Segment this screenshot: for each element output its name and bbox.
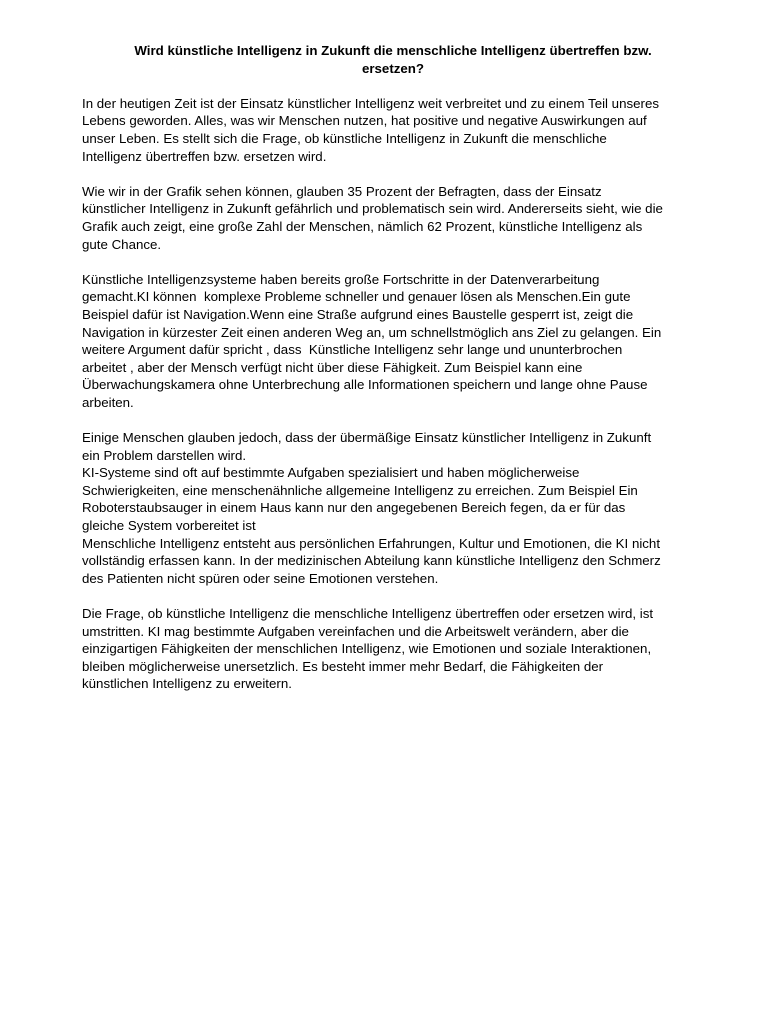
paragraph-conclusion xyxy=(82,605,704,693)
text-line: künstlichen Intelligenz zu erweitern. xyxy=(82,676,292,692)
title-line: ersetzen? xyxy=(361,60,425,76)
text-line: umstritten. KI mag bestimmte Aufgaben vereinfachen und die Arbeitswelt verändern, aber die xyxy=(82,623,629,639)
text-line: arbeiten. xyxy=(82,394,134,410)
text-line: Die Frage, ob künstliche Intelligenz die menschliche Intelligenz übertreffen oder ersetzen wird, ist xyxy=(82,606,654,621)
text-line: gemacht.KI können komplexe Probleme schneller und genauer lösen als Menschen.Ein gute xyxy=(82,289,631,305)
text-line: In der heutigen Zeit ist der Einsatz künstlicher Intelligenz weit verbreitet und zu einem Teil unseres xyxy=(82,95,659,111)
text-line: des Patienten nicht spüren oder seine Emotionen verstehen. xyxy=(82,570,439,586)
text-line: Einige Menschen glauben jedoch, dass der übermäßige Einsatz künstlicher Intelligenz in Zukunft xyxy=(82,430,652,446)
paragraph-graphic-survey xyxy=(82,183,704,253)
text-line: Grafik auch zeigt, eine große Zahl der Menschen, nämlich 62 Prozent, künstliche Intelligenz als xyxy=(82,218,643,234)
document-title xyxy=(82,42,704,77)
text-line: künstlicher Intelligenz in Zukunft gefährlich und problematisch sein wird. Andererseits sieht, wie die xyxy=(82,201,663,217)
text-line: Menschliche Intelligenz entsteht aus persönlichen Erfahrungen, Kultur und Emotionen, die KI nicht xyxy=(82,535,661,551)
paragraph-concerns xyxy=(82,429,704,587)
text-line: vollständig erfassen kann. In der medizinischen Abteilung kann künstliche Intelligenz den Schmerz xyxy=(82,553,661,569)
text-line: ein Problem darstellen wird. xyxy=(82,447,247,463)
text-line: KI-Systeme sind oft auf bestimmte Aufgaben spezialisiert und haben möglicherweise xyxy=(82,465,580,481)
text-line: Wie wir in der Grafik sehen können, glauben 35 Prozent der Befragten, dass der Einsatz xyxy=(82,183,602,199)
text-line: Beispiel dafür ist Navigation.Wenn eine Straße aufgrund eines Baustelle gesperrt ist, zeigt die xyxy=(82,306,634,322)
text-line: einzigartigen Fähigkeiten der menschlichen Intelligenz, wie Emotionen und soziale Interaktionen, xyxy=(82,641,652,657)
text-line: Intelligenz übertreffen bzw. ersetzen wird. xyxy=(82,148,327,164)
text-line: weitere Argument dafür spricht , dass Künstliche Intelligenz sehr lange und ununterbrochen xyxy=(82,342,623,358)
text-line: gleiche System vorbereitet ist xyxy=(82,518,256,534)
text-line: arbeitet , aber der Mensch verfügt nicht über diese Fähigkeit. Zum Beispiel kann eine xyxy=(82,359,583,375)
text-line: unser Leben. Es stellt sich die Frage, ob künstliche Intelligenz in Zukunft die menschliche xyxy=(82,130,607,146)
paragraph-advantages xyxy=(82,271,704,412)
text-line: gute Chance. xyxy=(82,236,162,252)
document-body xyxy=(82,42,704,711)
text-line: Überwachungskamera ohne Unterbrechung alle Informationen speichern und lange ohne Pause xyxy=(82,377,648,393)
text-line: bleiben möglicherweise unersetzlich. Es besteht immer mehr Bedarf, die Fähigkeiten der xyxy=(82,658,604,674)
text-line: Lebens geworden. Alles, was wir Menschen nutzen, hat positive und negative Auswirkungen auf xyxy=(82,113,647,129)
text-line: Künstliche Intelligenzsysteme haben bereits große Fortschritte in der Datenverarbeitung xyxy=(82,271,600,287)
text-line: Navigation in kürzester Zeit einen anderen Weg an, um schnellstmöglich ans Ziel zu gelangen. Ein xyxy=(82,324,662,340)
text-line: Schwierigkeiten, eine menschenähnliche allgemeine Intelligenz zu erreichen. Zum Beispiel Ein xyxy=(82,482,638,498)
text-line: Roboterstaubsauger in einem Haus kann nur den angegebenen Bereich fegen, da er für das xyxy=(82,500,626,516)
paragraph-introduction xyxy=(82,95,704,165)
title-line: Wird künstliche Intelligenz in Zukunft die menschliche Intelligenz übertreffen bzw. xyxy=(134,43,652,58)
